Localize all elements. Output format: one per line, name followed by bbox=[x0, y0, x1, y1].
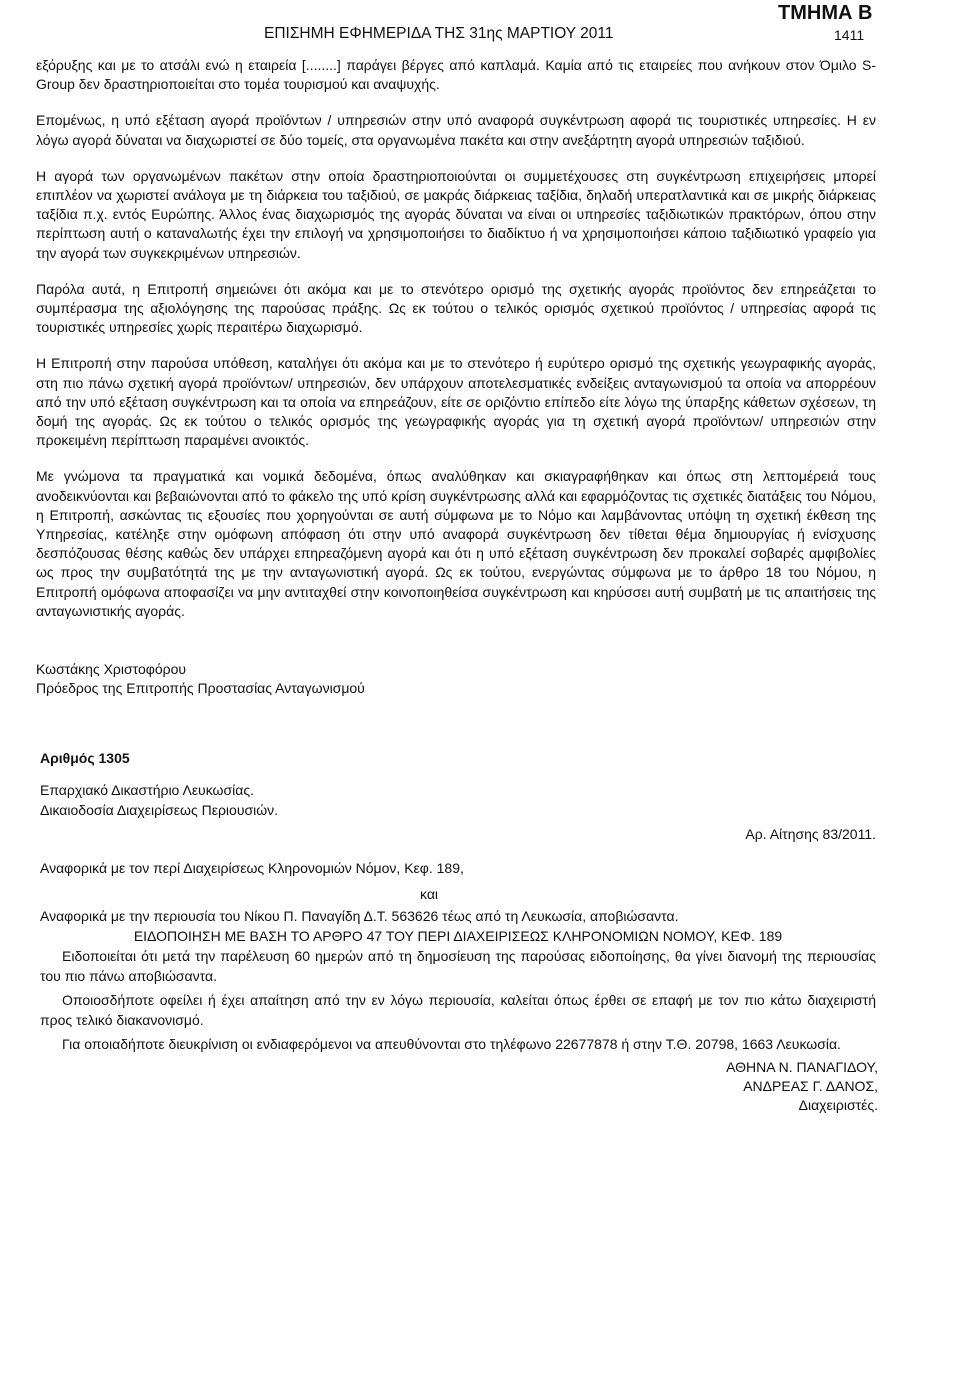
court-name: Επαρχιακό Δικαστήριο Λευκωσίας. bbox=[40, 782, 254, 798]
signatory-title: Πρόεδρος της Επιτροπής Προστασίας Ανταγωνισμού bbox=[36, 680, 365, 697]
paragraph: Η αγορά των οργανωμένων πακέτων στην οποία δραστηριοποιούνται οι συμμετέχουσες στη συγκέντρωση επιχειρήσεις μπορεί επιπλέον να χωριστεί ανάλογα με τη διάρκεια του ταξιδιού, σε μακράς διάρκειας ταξίδια, δηλαδή υπερατλαντικά και σε μικρής διάρκειας ταξίδια π.χ. εντός Ευρώπης. Άλλος ένας διαχωρισμός της αγοράς δύναται να είναι οι υπηρεσίες ταξιδιωτικών πρακτόρων, όπου στην περίπτωση αυτή ο καταναλωτής έχει την επιλογή να χρησιμοποιήσει το διαδίκτυο ή να χρησιμοποιήσει κάποιο ταξιδιωτικό γραφείο για την αγορά των συγκεκριμένων υπηρεσιών. bbox=[36, 167, 876, 261]
gazette-title: ΕΠΙΣΗΜΗ ΕΦΗΜΕΡΙΔΑ ΤΗΣ 31ης ΜΑΡΤΙΟΥ 2011 bbox=[264, 25, 614, 42]
paragraph: Με γνώμονα τα πραγματικά και νομικά δεδομένα, όπως αναλύθηκαν και σκιαγραφήθηκαν και όπως στη λεπτομέρειά τους ανοδεικνύονται και βεβαιώνονται από το φάκελο της υπό κρίση συγκέντρωσης αλλά και εφαρμόζοντας τις σχετικές διατάξεις του Νόμου, η Επιτροπή, ασκώντας τις εξουσίες που χορηγούνται σε αυτή σύμφωνα με το Νόμο και λαμβάνοντας υπόψη τη σχετική έκθεση της Υπηρεσίας, κατέληξε στην ομόφωνη απόφαση ότι στην υπό αναφορά συγκέντρωση δεν τίθεται θέμα δημιουργίας ή ενίσχυσης δεσπόζουσας θέσης καθώς δεν υπάρχει επηρεαζόμενη αγορά και ότι η υπό εξέταση συγκέντρωση δεν προκαλεί σοβαρές αμφιβολίες ως προς την συμβατότητά της με την ανταγωνιστική αγορά. Ως εκ τούτου, ενεργώντας σύμφωνα με το άρθρο 18 του Νόμου, η Επιτροπή ομόφωνα αποφασίζει να μην αντιταχθεί στην κοινοποιηθείσα συγκέντρωση και κηρύσσει αυτή συμβατή με τις απαιτήσεις της ανταγωνιστικής αγοράς. bbox=[36, 468, 876, 619]
paragraph: Επομένως, η υπό εξέταση αγορά προϊόντων / υπηρεσιών στην υπό αναφορά συγκέντρωση αφορά τις τουριστικές υπηρεσίες. Η εν λόγω αγορά δύναται να διαχωριστεί σε δύο τομείς, στα οργανωμένα πακέτα και στην ανεξάρτητη αγορά υπηρεσιών ταξιδιού. bbox=[36, 112, 876, 148]
notice-title: ΕΙΔΟΠΟΙΗΣΗ ΜΕ ΒΑΣΗ ΤΟ ΑΡΘΡΟ 47 ΤΟΥ ΠΕΡΙ ΔΙΑΧΕΙΡΙΣΕΩΣ ΚΛΗΡΟΝΟΜΙΩΝ ΝΟΜΟΥ, ΚΕΦ. 189 bbox=[133, 928, 783, 944]
notice-number: Αριθμός 1305 bbox=[40, 750, 130, 766]
notice-paragraph: Οποιοσδήποτε οφείλει ή έχει απαίτηση από την εν λόγω περιουσία, καλείται όπως έρθει σε επαφή με τον πιο κάτω διαχειριστή προς τελικό διακανονισμό. bbox=[40, 992, 876, 1028]
conjunction: και bbox=[420, 886, 439, 902]
decision-body bbox=[36, 56, 876, 638]
notice-paragraph: Για οποιαδήποτε διευκρίνιση οι ενδιαφερόμενοι να απευθύνονται στο τηλέφωνο 22677878 ή στην Τ.Θ. 20798, 1663 Λευκωσία. bbox=[62, 1036, 841, 1052]
administrators-signature bbox=[726, 1058, 878, 1116]
administrators-label: Διαχειριστές. bbox=[798, 1097, 878, 1114]
section-label: ΤΜΗΜΑ Β bbox=[778, 2, 873, 24]
signature-block bbox=[36, 660, 365, 698]
paragraph: Η Επιτροπή στην παρούσα υπόθεση, καταλήγει ότι ακόμα και με το στενότερο ή ευρύτερο ορισμό της σχετικής γεωγραφικής αγοράς, στη πιο πάνω σχετική αγορά προϊόντων/ υπηρεσιών, δεν υπάρχουν αποτελεσματικές ενδείξεις ανταγωνισμού τα οποία να απορρέουν από την υπό εξέταση συγκέντρωση και τα οποία να επηρεάζουν, είτε σε οριζόντιο επίπεδο είτε λόγω της ύπαρξης κάθετων σχέσεων, τη δομή της αγοράς. Ως εκ τούτου ο τελικός ορισμός της γεωγραφικής αγοράς για τη σχετική αγορά προϊόντων/ υπηρεσιών στην προκειμένη περίπτωση παραμένει ανοικτός. bbox=[36, 355, 876, 449]
signatory-name: Κωστάκης Χριστοφόρου bbox=[36, 661, 187, 677]
paragraph: εξόρυξης και με το ατσάλι ενώ η εταιρεία [........] παράγει βέργες από καπλαμά. Καμία από τις εταιρείες που ανήκουν στον Όμιλο S-Group δεν δραστηριοποιείται στο τομέα τουρισμού και αναψυχής. bbox=[36, 57, 876, 93]
notice-paragraph: Ειδοποιείται ότι μετά την παρέλευση 60 ημερών από τη δημοσίευση της παρούσας ειδοποίησης, θα γίνει διανομή της περιουσίας του πιο πάνω αποβιώσαντα. bbox=[40, 948, 876, 984]
administrator-name: ΑΘΗΝΑ Ν. ΠΑΝΑΓΙΔΟΥ, bbox=[726, 1059, 878, 1075]
page-number: 1411 bbox=[834, 27, 865, 43]
estate-notice bbox=[40, 748, 876, 1054]
re-estate: Αναφορικά με την περιουσία του Νίκου Π. Παναγίδη Δ.Τ. 563626 τέως από τη Λευκωσία, αποβιώσαντα. bbox=[40, 908, 679, 924]
administrator-name: ΑΝΔΡΕΑΣ Γ. ΔΑΝΟΣ, bbox=[743, 1078, 878, 1095]
re-law: Αναφορικά με τον περί Διαχειρίσεως Κληρονομιών Νόμον, Κεφ. 189, bbox=[40, 860, 464, 876]
application-ref: Αρ. Αίτησης 83/2011. bbox=[745, 826, 876, 842]
paragraph: Παρόλα αυτά, η Επιτροπή σημειώνει ότι ακόμα και με το στενότερο ορισμό της σχετικής αγοράς προϊόντος δεν επηρεάζεται το συμπέρασμα της αξιολόγησης της παρούσας πράξης. Ως εκ τούτου ο τελικός ορισμός σχετικού προϊόντος / υπηρεσίας αφορά τις τουριστικές υπηρεσίες χωρίς περαιτέρω διαχωρισμό. bbox=[36, 280, 876, 336]
jurisdiction: Δικαιοδοσία Διαχειρίσεως Περιουσιών. bbox=[40, 802, 279, 818]
